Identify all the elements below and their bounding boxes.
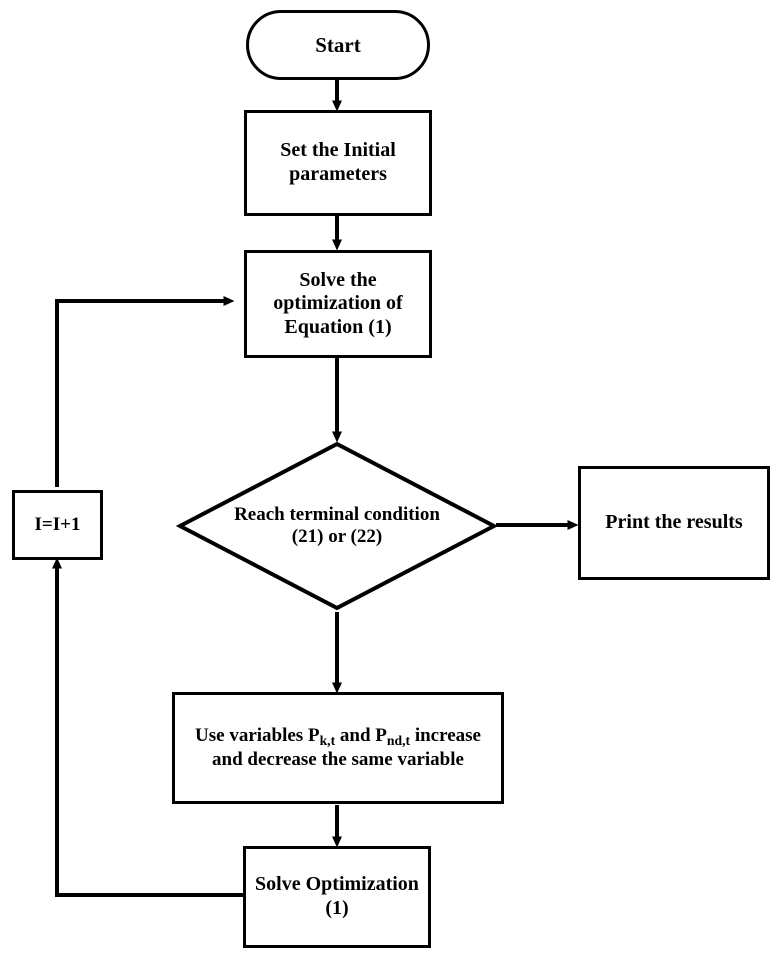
node-start-label: Start — [315, 32, 361, 57]
node-set-initial-parameters — [244, 110, 432, 216]
node-print-results — [578, 466, 770, 580]
node-counter-increment — [12, 490, 103, 560]
node-solve-optimization-1-label: Solve Optimization (1) — [255, 873, 419, 919]
node-reach-terminal-condition-label: Reach terminal condition (21) or (22) — [234, 503, 440, 547]
node-start — [246, 10, 430, 80]
node-solve-optimization-eq1-label: Solve the optimization of Equation (1) — [273, 268, 403, 338]
node-counter-increment-label: I=I+1 — [34, 513, 81, 535]
node-reach-terminal-condition — [176, 440, 498, 612]
node-use-variables-label: Use variables $P_{k,t}$ and $P_{nd,t}$ increase and decrease the same variable — [195, 724, 481, 770]
node-set-initial-parameters-label: Set the Initial parameters — [280, 139, 396, 185]
node-solve-optimization-1 — [243, 846, 431, 948]
node-print-results-label: Print the results — [605, 511, 743, 534]
node-solve-optimization-eq1 — [244, 250, 432, 358]
node-use-variables — [172, 692, 504, 804]
